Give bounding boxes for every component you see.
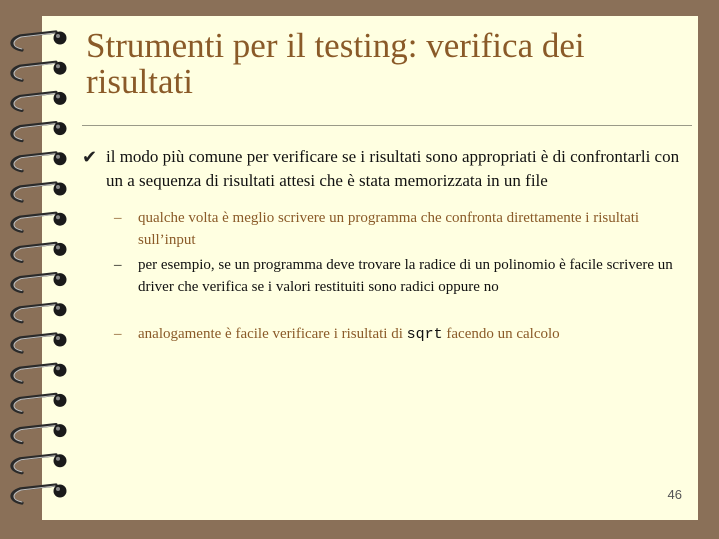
spiral-ring [12,454,67,473]
sub-bullet-2 [114,254,684,298]
sub-bullet-text [138,323,684,346]
sub-bullet-text: per esempio, se un programma deve trovare la radice di un polinomio è facile scrivere un driver che verifica se i valori restituiti sono radici oppure no [138,257,673,295]
title-divider [82,125,692,126]
slide-page [42,16,698,520]
spiral-binding-icon [0,0,80,539]
spiral-ring [12,273,67,292]
sub-bullet-text: qualche volta è meglio scrivere un programma che confronta direttamente i risultati sull’input [138,210,640,248]
spiral-ring [12,183,67,202]
main-bullet-text: il modo più comune per verificare se i risultati sono appropriati è di confrontarli con un a sequenza di risultati attesi che è stata memorizzata in un file [106,147,680,190]
dash-icon: – [114,326,122,342]
spiral-ring [12,424,67,443]
spiral-ring [12,485,67,504]
sub-bullet-1 [114,207,684,251]
dash-icon: – [114,257,122,273]
slide-title: Strumenti per il testing: verifica dei risultati [86,26,585,101]
sub-bullet-text-after: facendo un calcolo [442,326,560,342]
spiral-ring [12,92,67,111]
dash-icon: – [114,210,122,226]
spiral-ring [12,122,67,141]
spiral-ring [12,303,67,322]
checkmark-icon: ✔ [82,147,98,167]
spiral-ring [12,243,67,262]
sub-bullet-3 [114,323,684,346]
code-sqrt: sqrt [406,326,443,343]
sub-bullet-text-before: analogamente è facile verificare i risultati di [138,326,407,342]
main-bullet [82,145,682,193]
spiral-ring [12,394,67,413]
spiral-ring [12,213,67,232]
spiral-ring [12,62,67,81]
spiral-ring [12,152,67,171]
spiral-ring [12,32,67,51]
spiral-ring [12,334,67,353]
spiral-ring [12,364,67,383]
page-number: 46 [667,487,682,502]
